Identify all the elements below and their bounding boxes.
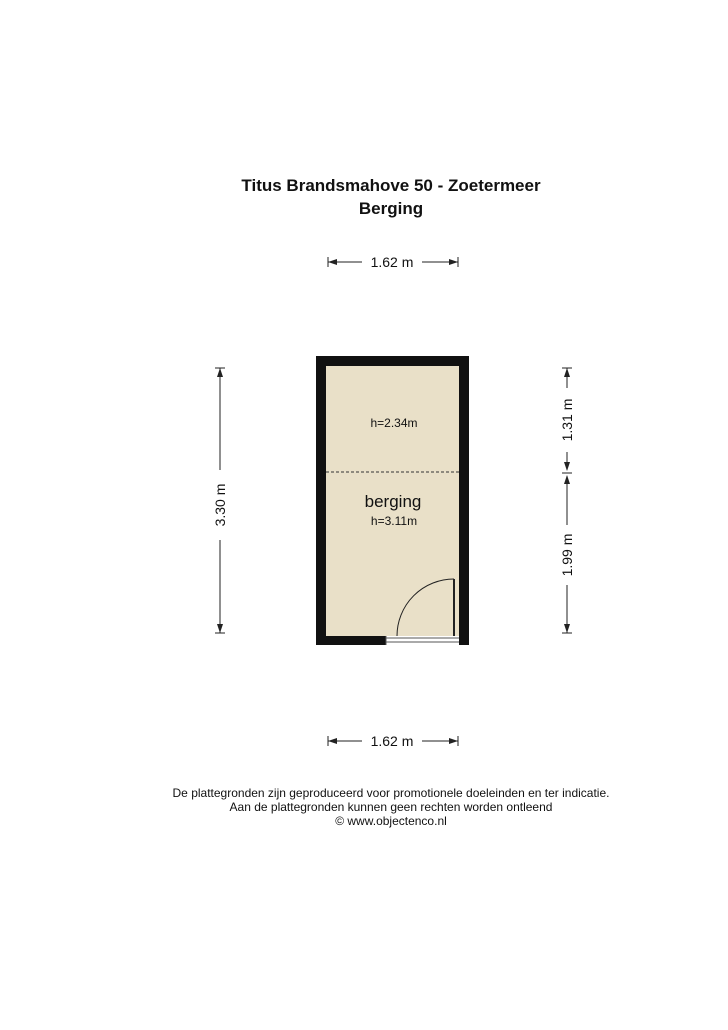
height-lower-label: h=3.11m [370,514,418,528]
top-width-label: 1.62 m [370,254,414,270]
copyright-line: © www.objectenco.nl [335,814,447,828]
left-height-label: 3.30 m [212,483,228,527]
height-upper-label: h=2.34m [370,416,418,430]
room-name-label: berging [364,492,422,511]
wall-top [316,356,469,366]
right-upper-label: 1.31 m [559,398,575,442]
right-height-dimensions [559,368,575,633]
top-width-dimension [328,254,458,270]
wall-bottom [316,636,386,645]
right-lower-label: 1.99 m [559,533,575,577]
bottom-width-label: 1.62 m [370,733,414,749]
bottom-width-dimension [328,733,458,749]
wall-left [316,356,326,645]
disclaimer-line-2: Aan de plattegronden kunnen geen rechten worden ontleend [229,800,553,814]
door-opening [386,636,459,645]
floor-title: Berging [358,199,424,218]
room-berging [316,356,469,645]
left-height-dimension [212,368,228,633]
plan-title: Titus Brandsmahove 50 - Zoetermeer [241,176,541,195]
disclaimer-line-1: De plattegronden zijn geproduceerd voor promotionele doeleinden en ter indicatie. [172,786,610,800]
wall-right [459,356,469,645]
